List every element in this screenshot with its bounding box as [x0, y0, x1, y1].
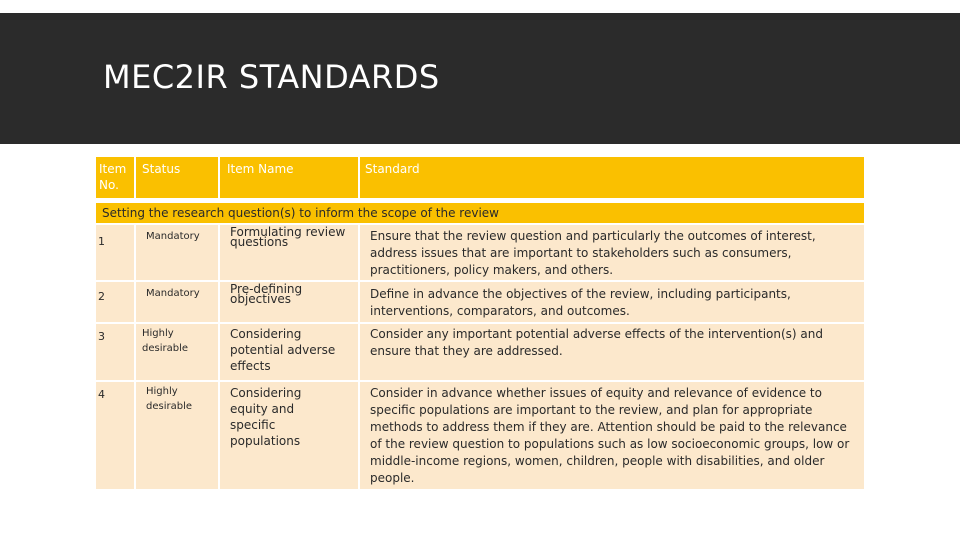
row-item-no: 1: [96, 225, 134, 280]
row-status: Highly desirable: [136, 324, 218, 380]
section-heading: Setting the research question(s) to inform the scope of the review: [96, 203, 864, 223]
row-item-name: Considering potential adverse effects: [220, 324, 358, 380]
table-row: [96, 324, 864, 380]
row-standard: Ensure that the review question and particularly the outcomes of interest, address issues that are important to stakeholders such as consumers, practitioners, policy makers, and others.: [360, 225, 864, 280]
row-item-name: Pre-defining objectives: [220, 282, 358, 322]
row-item-name: Formulating review questions: [220, 225, 358, 280]
row-item-no: 2: [96, 282, 134, 322]
header-standard: Standard: [360, 157, 864, 198]
title-band: [0, 13, 960, 144]
table-row: [96, 382, 864, 489]
row-item-name: Considering equity and specific populations: [220, 382, 358, 489]
row-standard: Consider in advance whether issues of equity and relevance of evidence to specific populations are important to the review, and plan for appropriate methods to address them if they are. Attention should be paid to the relevance of the review question to populations such as low socioeconomic groups, low or middle-income regions, women, children, people with disabilities, and older people.: [360, 382, 864, 489]
row-status: Highly desirable: [136, 382, 218, 489]
row-status: Mandatory: [136, 225, 218, 280]
row-standard: Define in advance the objectives of the review, including participants, interventions, comparators, and outcomes.: [360, 282, 864, 322]
table-row: [96, 225, 864, 280]
table-row: [96, 282, 864, 322]
header-item-no: Item No.: [96, 157, 134, 198]
row-item-no: 3: [96, 324, 134, 380]
row-status: Mandatory: [136, 282, 218, 322]
top-margin: [0, 0, 960, 13]
row-item-no: 4: [96, 382, 134, 489]
slide-title: MEC2IR STANDARDS: [103, 58, 440, 96]
row-standard: Consider any important potential adverse effects of the intervention(s) and ensure that they are addressed.: [360, 324, 864, 380]
header-status: Status: [136, 157, 218, 198]
header-item-name: Item Name: [220, 157, 358, 198]
